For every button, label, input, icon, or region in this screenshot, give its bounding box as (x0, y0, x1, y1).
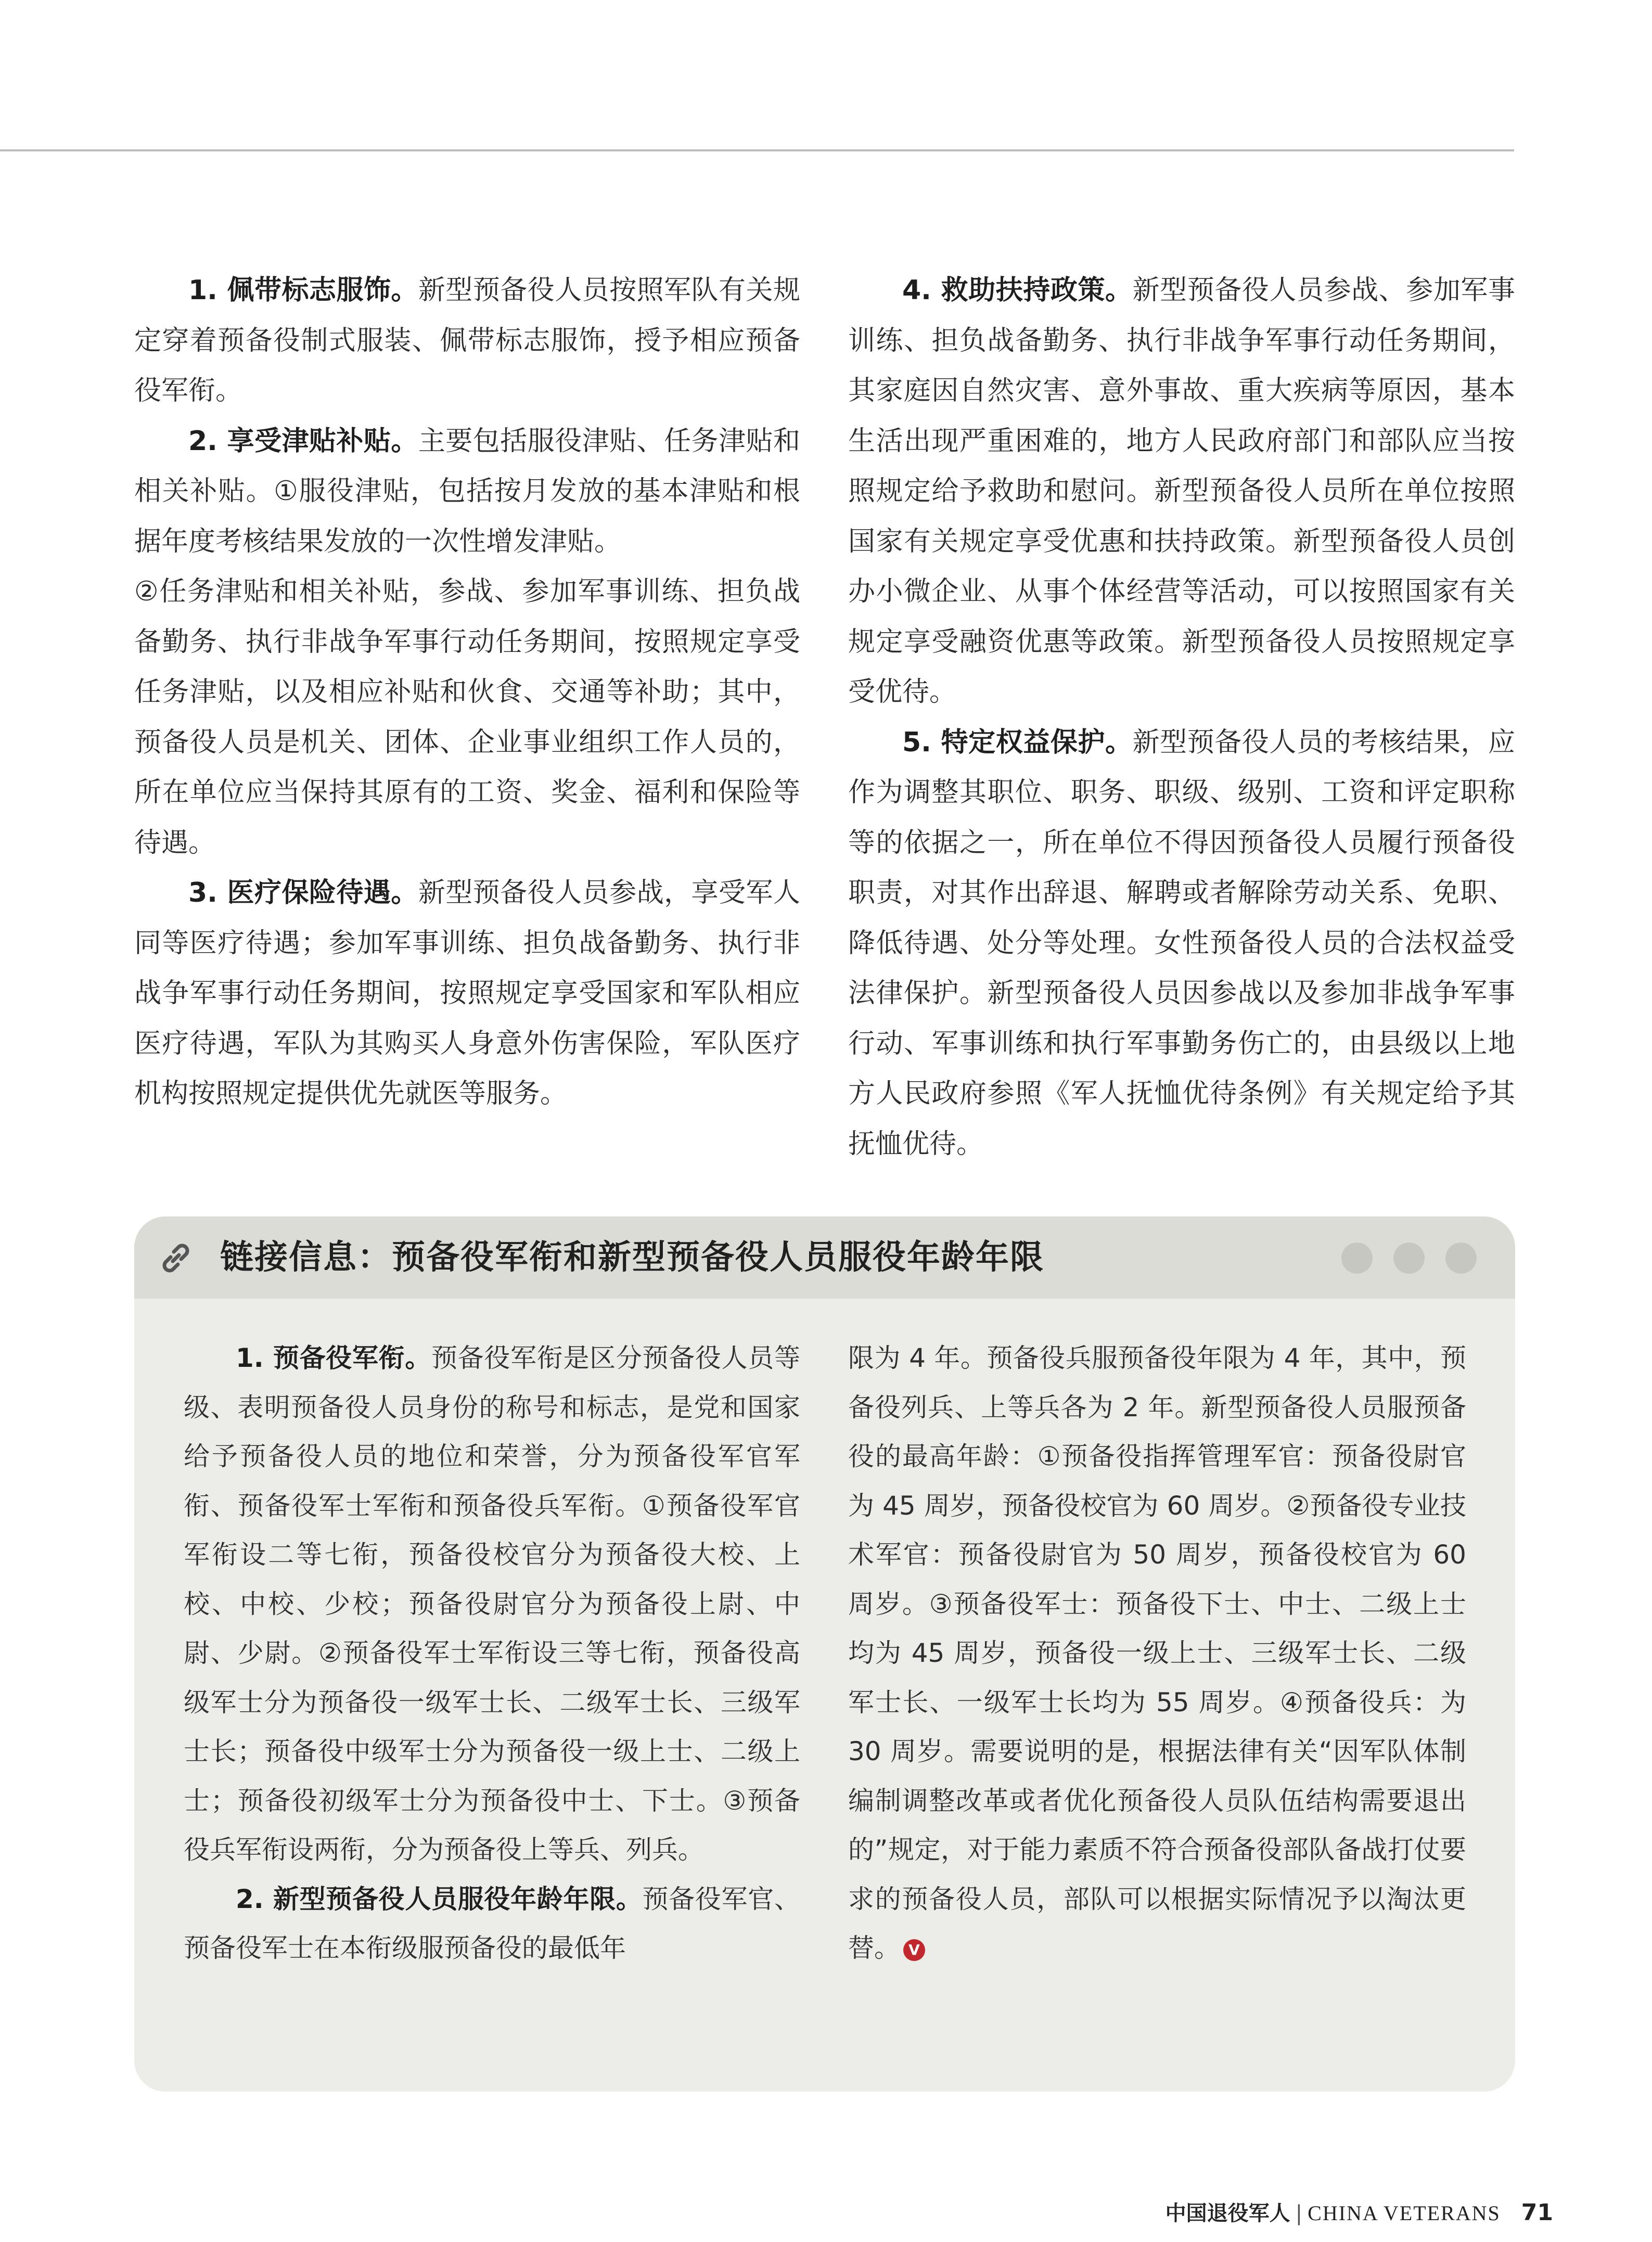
footer-separator: | (1295, 2201, 1303, 2225)
info-paragraph-2-continued: 限为 4 年。预备役兵服预备役年限为 4 年，其中，预备役列兵、上等兵各为 2 年。新型预备役人员服预备役的最高年龄：①预备役指挥管理军官：预备役尉官为 45 周岁，预备役校官为 60 周岁。②预备役专业技术军官：预备役尉官为 50 周岁，预备役校官为 60 周岁。③预备役军士：预备役下士、中士、二级上士均为 45 周岁，预备役一级上士、三级军士长、二级军士长、一级军士长均为 55 周岁。④预备役兵：为 30 周岁。需要说明的是，根据法律有关“因军队体制编制调整改革或者优化预备役人员队伍结构需要退出的”规定，对于能力素质不符合预备役部队备战打仗要求的预备役人员，部队可以根据实际情况予以淘汰更替。 V (848, 1343, 1466, 1963)
magazine-name-en: CHINA VETERANS (1308, 2201, 1501, 2225)
paragraph-2: 2. 享受津贴补贴。主要包括服役津贴、任务津贴和相关补贴。①服役津贴，包括按月发放的基本津贴和根据年度考核结果发放的一次性增发津贴。 (134, 425, 800, 557)
info-paragraph-2: 2. 新型预备役人员服役年龄年限。预备役军官、预备役军士在本衔级服预备役的最低年 (184, 1884, 800, 1963)
info-box-title: 链接信息：预备役军衔和新型预备役人员服役年龄年限 (220, 1238, 1044, 1277)
page-number: 71 (1521, 2199, 1553, 2226)
end-mark-icon: V (903, 1939, 925, 1961)
article-right-column (848, 265, 1515, 1169)
page-footer (1166, 2200, 1553, 2226)
paragraph-4: 4. 救助扶持政策。新型预备役人员参战、参加军事训练、担负战备勤务、执行非战争军事行动任务期间，其家庭因自然灾害、意外事故、重大疾病等原因，基本生活出现严重困难的，地方人民政府部门和部队应当按照规定给予救助和慰问。新型预备役人员所在单位按照国家有关规定享受优惠和扶持政策。新型预备役人员创办小微企业、从事个体经营等活动，可以按照国家有关规定享受融资优惠等政策。新型预备役人员按照规定享受优待。 (848, 275, 1515, 708)
info-paragraph-1: 1. 预备役军衔。预备役军衔是区分预备役人员等级、表明预备役人员身份的称号和标志，是党和国家给予预备役人员的地位和荣誉，分为预备役军官军衔、预备役军士军衔和预备役兵军衔。①预备役军官军衔设二等七衔，预备役校官分为预备役大校、上校、中校、少校；预备役尉官分为预备役上尉、中尉、少尉。②预备役军士军衔设三等七衔，预备役高级军士分为预备役一级军士长、二级军士长、三级军士长；预备役中级军士分为预备役一级上士、二级上士；预备役初级军士分为预备役中士、下士。③预备役兵军衔设两衔，分为预备役上等兵、列兵。 (184, 1343, 800, 1865)
top-rule (0, 149, 1514, 151)
magazine-name-cn: 中国退役军人 (1165, 2201, 1290, 2225)
decorative-dot (1393, 1242, 1425, 1274)
link-icon (155, 1237, 197, 1279)
decorative-dot (1445, 1242, 1477, 1274)
article-left-column (134, 265, 800, 1119)
paragraph-3: 3. 医疗保险待遇。新型预备役人员参战，享受军人同等医疗待遇；参加军事训练、担负战备勤务、执行非战争军事行动任务期间，按照规定享受国家和军队相应医疗待遇，军队为其购买人身意外伤害保险，军队医疗机构按照规定提供优先就医等服务。 (134, 877, 800, 1109)
decorative-dot (1341, 1242, 1373, 1274)
info-box-header (134, 1216, 1515, 1299)
info-box-right-column (848, 1334, 1466, 1973)
paragraph-2-continued: ②任务津贴和相关补贴，参战、参加军事训练、担负战备勤务、执行非战争军事行动任务期间，按照规定享受任务津贴，以及相应补贴和伙食、交通等补助；其中，预备役人员是机关、团体、企业事业组织工作人员的，所在单位应当保持其原有的工资、奖金、福利和保险等待遇。 (134, 576, 800, 859)
paragraph-5: 5. 特定权益保护。新型预备役人员的考核结果，应作为调整其职位、职务、职级、级别、工资和评定职称等的依据之一，所在单位不得因预备役人员履行预备役职责，对其作出辞退、解聘或者解除劳动关系、免职、降低待遇、处分等处理。女性预备役人员的合法权益受法律保护。新型预备役人员因参战以及参加非战争军事行动、军事训练和执行军事勤务伤亡的，由县级以上地方人民政府参照《军人抚恤优待条例》有关规定给予其抚恤优待。 (848, 726, 1515, 1160)
info-box-left-column (184, 1334, 800, 1973)
paragraph-1: 1. 佩带标志服饰。新型预备役人员按照军队有关规定穿着预备役制式服装、佩带标志服饰，授予相应预备役军衔。 (134, 275, 800, 406)
info-box (134, 1216, 1515, 2092)
